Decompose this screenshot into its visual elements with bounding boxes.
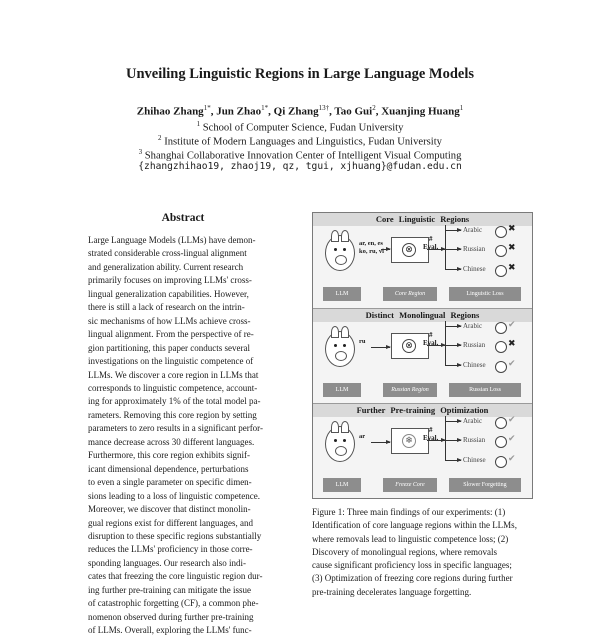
abstract-line: strated considerable cross-lingual alignment: [88, 248, 247, 259]
figure-caption: [312, 506, 532, 599]
cross-icon: ✖: [508, 243, 516, 253]
author-sup: 13†: [318, 104, 330, 112]
caption-region: Russian Region: [383, 383, 437, 397]
abstract-line: sic mechanisms of how LLMs achieve cross-: [88, 315, 251, 326]
abstract-line: Furthermore, this core region exhibits signif-: [88, 450, 250, 461]
check-icon: ✔: [508, 320, 516, 330]
check-icon: ✔: [508, 359, 516, 369]
arrow-icon: [445, 365, 461, 366]
output-language: Chinese: [463, 265, 486, 273]
output-language: Chinese: [463, 361, 486, 369]
hash-symbol: #: [429, 426, 433, 434]
abstract-line: of catastrophic forgetting (CF), a common phe-: [88, 598, 259, 609]
caption-line: (3) Optimization of freezing core regions during further: [312, 573, 513, 584]
check-icon: ✔: [508, 454, 516, 464]
arrow-icon: [445, 269, 461, 270]
affiliation-text: School of Computer Science, Fudan University: [202, 122, 404, 134]
freeze-icon: ❄: [402, 434, 416, 448]
caption-line: Identification of core language regions within the LLMs,: [312, 520, 517, 531]
output-language: Russian: [463, 341, 486, 349]
llama-face-icon: [495, 417, 507, 429]
cross-icon: ✖: [508, 339, 516, 349]
caption-line: pre-training decelerates language forgetting.: [312, 586, 472, 597]
abstract-line: there is still a lack of research on the intrin-: [88, 302, 245, 313]
panel-core-regions: [313, 213, 532, 307]
paper-title: Unveiling Linguistic Regions in Large Language Models: [125, 66, 475, 82]
abstract-line: Large Language Models (LLMs) have demon-: [88, 235, 256, 245]
abstract-line: gion partitioning, this paper conducts several: [88, 342, 250, 353]
abstract-line: gual regions exist for different languages, and: [88, 517, 254, 528]
input-language-line: ar, en, es: [359, 240, 383, 247]
branch-line: [445, 416, 450, 460]
arrow-icon: [445, 326, 461, 327]
caption-region: Core Region: [383, 287, 437, 301]
caption-llm: LLM: [323, 287, 361, 301]
affiliation-text: Institute of Modern Languages and Linguistics, Fudan University: [164, 136, 442, 148]
abstract-line: cates that freezing the core linguistic region dur-: [88, 571, 263, 582]
llama-icon: [325, 426, 355, 462]
arrow-icon: [427, 249, 445, 250]
affiliation-text: Shanghai Collaborative Innovation Center of Intelligent Visual Computing: [144, 150, 462, 162]
figure-1: [312, 212, 533, 499]
eval-label: Eval.: [423, 339, 439, 347]
llama-face-icon: [495, 226, 507, 238]
arrow-icon: [445, 421, 461, 422]
arrow-icon: [371, 442, 390, 443]
branch-line: [445, 321, 450, 365]
check-icon: ✔: [508, 415, 516, 425]
caption-line: Discovery of monolingual regions, where removals: [312, 546, 497, 557]
output-language: Arabic: [463, 226, 483, 234]
cross-icon: ✖: [508, 263, 516, 273]
panel-header: Distinct Monolingual Regions: [313, 309, 532, 322]
abstract-line: parameters to zero results in a significant perfor-: [88, 423, 263, 434]
abstract-line: of LLMs. Overall, exploring the LLMs' func-: [88, 625, 252, 636]
output-language: Arabic: [463, 417, 483, 425]
arrow-icon: [427, 345, 445, 346]
check-icon: ✔: [508, 434, 516, 444]
arrow-icon: [381, 249, 390, 250]
caption-region: Freeze Core: [383, 478, 437, 492]
llama-face-icon: [495, 322, 507, 334]
perturb-icon: ⊗: [402, 339, 416, 353]
hash-symbol: #: [429, 235, 433, 243]
caption-line: where removals lead to linguistic competence loss; (2): [312, 533, 509, 544]
abstract-line: lingual generalization capabilities. However,: [88, 288, 249, 299]
abstract-line: to even a single parameter on specific dimen-: [88, 477, 252, 488]
author-sup: 2: [372, 104, 376, 112]
affiliation: [0, 134, 600, 148]
caption-line: Figure 1: Three main findings of our experiments: (1): [312, 507, 506, 517]
author-sup: 1*: [203, 104, 211, 112]
abstract-line: disruption to these specific regions substantially: [88, 530, 262, 541]
abstract-line: LLMs. We discover a core region in LLMs that: [88, 369, 259, 380]
affiliation-sup: 2: [158, 134, 162, 142]
affiliation: [0, 120, 600, 134]
input-languages: [359, 338, 366, 346]
abstract-line: and generalization ability. Current research: [88, 261, 244, 272]
author-sup: 1*: [261, 104, 269, 112]
abstract-line: icant dimensional dependence, perturbations: [88, 463, 249, 474]
abstract-line: rameters. Removing this core region by setting: [88, 409, 257, 420]
output-language: Arabic: [463, 322, 483, 330]
input-language-line: ru: [359, 338, 366, 345]
abstract-line: investigations on the linguistic competence of: [88, 356, 254, 367]
author-name: Qi Zhang: [273, 105, 319, 118]
caption-loss: Slower Forgetting: [449, 478, 521, 492]
output-language: Chinese: [463, 456, 486, 464]
abstract-line: sions leading to a loss of linguistic competence.: [88, 490, 260, 501]
llama-icon: [325, 235, 355, 271]
hash-symbol: #: [429, 331, 433, 339]
llama-face-icon: [495, 436, 507, 448]
panel-header: Core Linguistic Regions: [313, 213, 532, 226]
llama-face-icon: [495, 456, 507, 468]
abstract-body: [88, 234, 280, 638]
abstract-line: primarily focuses on improving LLMs' cross-: [88, 275, 252, 286]
arrow-icon: [445, 460, 461, 461]
abstract-line: nomenon observed during further pre-training: [88, 611, 254, 622]
abstract-line: reduces the LLMs' proficiency in those corre-: [88, 544, 253, 555]
perturb-icon: ⊗: [402, 243, 416, 257]
arrow-icon: [445, 249, 461, 250]
arrow-icon: [445, 440, 461, 441]
cross-icon: ✖: [508, 224, 516, 234]
caption-llm: LLM: [323, 478, 361, 492]
abstract-line: ing for approximately 1% of the total model pa-: [88, 396, 261, 407]
input-languages: [359, 433, 365, 441]
input-languages: [359, 240, 384, 256]
caption-line: cause significant proficiency loss in specific languages;: [312, 560, 512, 571]
llama-face-icon: [495, 245, 507, 257]
llama-face-icon: [495, 265, 507, 277]
input-language-line: ar: [359, 433, 366, 440]
input-language-line: ko, ru, vi: [359, 248, 384, 255]
caption-loss: Linguistic Loss: [449, 287, 521, 301]
affiliation-sup: 1: [196, 120, 201, 128]
abstract-line: ing further pre-training can mitigate the issue: [88, 584, 251, 595]
output-language: Russian: [463, 436, 486, 444]
arrow-icon: [371, 347, 390, 348]
affiliation: [0, 148, 600, 162]
abstract-line: Moreover, we discover that distinct monolin-: [88, 504, 251, 515]
author-name: Xuanjing Huang: [381, 105, 460, 118]
branch-line: [445, 225, 450, 269]
panel-pretraining-optimization: [313, 403, 532, 498]
abstract-line: sponding languages. Our research also indi-: [88, 557, 246, 568]
author-name: Jun Zhao: [216, 105, 262, 118]
llama-face-icon: [495, 341, 507, 353]
affiliation-sup: 3: [138, 148, 143, 156]
panel-header: Further Pre-training Optimization: [313, 404, 532, 417]
arrow-icon: [427, 440, 445, 441]
arrow-icon: [445, 345, 461, 346]
abstract-line: mance decrease across 30 different languages.: [88, 436, 255, 447]
author-email[interactable]: {zhangzhihao19, zhaoj19, qz, tgui, xjhuang}@fudan.edu.cn: [138, 161, 462, 172]
eval-label: Eval.: [423, 243, 439, 251]
abstract-line: lingual alignment. From the perspective of re-: [88, 329, 254, 340]
abstract-line: corresponds to linguistic competence, account-: [88, 382, 258, 393]
arrow-icon: [445, 230, 461, 231]
output-language: Russian: [463, 245, 486, 253]
eval-label: Eval.: [423, 434, 439, 442]
llama-face-icon: [495, 361, 507, 373]
author-list: Zhihao Zhang$^{1*}$, Jun Zhao$^{1*}$, Qi Zhang$^{13\dagger}$, Tao Gui$^2$, Xuanjing Huang$^1$: [136, 104, 464, 118]
abstract-heading: Abstract: [161, 212, 205, 224]
author-sup: 1: [459, 104, 464, 112]
caption-loss: Russian Loss: [449, 383, 521, 397]
panel-monolingual-regions: [313, 308, 532, 403]
caption-llm: LLM: [323, 383, 361, 397]
author-name: Zhihao Zhang: [136, 105, 204, 118]
author-name: Tao Gui: [334, 105, 373, 118]
llama-icon: [325, 331, 355, 367]
